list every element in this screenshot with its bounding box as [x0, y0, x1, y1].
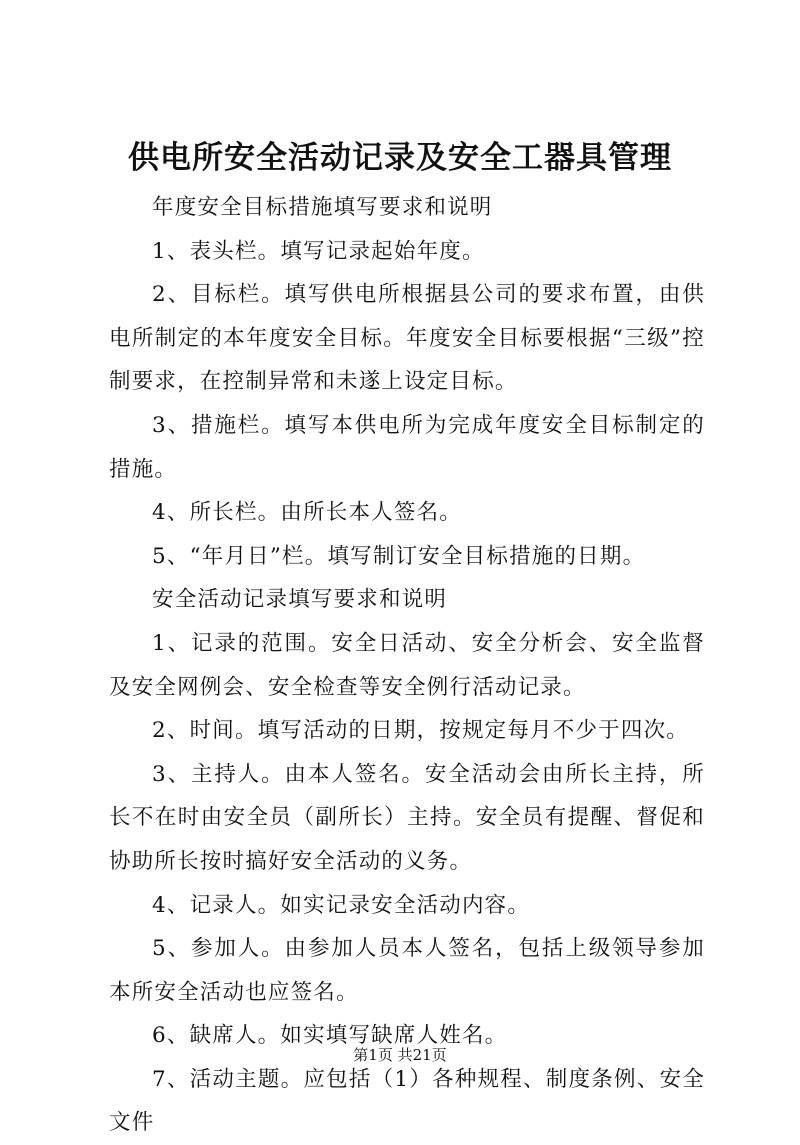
section-heading-annual-target: 年度安全目标措施填写要求和说明 — [152, 195, 493, 220]
document-title: 供电所安全活动记录及安全工器具管理 — [128, 140, 672, 176]
paragraph: 1、记录的范围。安全日活动、安全分析会、安全监督及安全网例会、安全检查等安全例行活动记录。 — [109, 630, 705, 700]
paragraph: 6、缺席人。如实填写缺席人姓名。 — [152, 1023, 508, 1049]
paragraph: 2、目标栏。填写供电所根据县公司的要求布置，由供电所制定的本年度安全目标。年度安全目标要根据“三级”控制要求，在控制异常和未遂上设定目标。 — [109, 282, 705, 395]
paragraph: 5、参加人。由参加人员本人签名，包括上级领导参加本所安全活动也应签名。 — [109, 936, 705, 1005]
document-body — [109, 186, 705, 1145]
paragraph: 4、记录人。如实记录安全活动内容。 — [152, 892, 531, 918]
paragraph: 7、活动主题。应包括（1）各种规程、制度条例、安全文件 — [109, 1066, 705, 1136]
page-number-footer: 第1页 共21页 — [353, 1046, 447, 1064]
paragraph: 3、主持人。由本人签名。安全活动会由所长主持，所长不在时由安全员（副所长）主持。安全员有提醒、督促和协助所长按时搞好安全活动的义务。 — [109, 761, 705, 874]
section-heading-safety-activity: 安全活动记录填写要求和说明 — [152, 587, 448, 613]
paragraph: 3、措施栏。填写本供电所为完成年度安全目标制定的措施。 — [109, 412, 705, 482]
paragraph: 4、所长栏。由所长本人签名。 — [152, 500, 462, 526]
paragraph: 1、表头栏。填写记录起始年度。 — [152, 238, 485, 264]
paragraph: 2、时间。填写活动的日期，按规定每月不少于四次。 — [152, 718, 689, 744]
paragraph: 5、“年月日”栏。填写制订安全目标措施的日期。 — [152, 543, 646, 569]
